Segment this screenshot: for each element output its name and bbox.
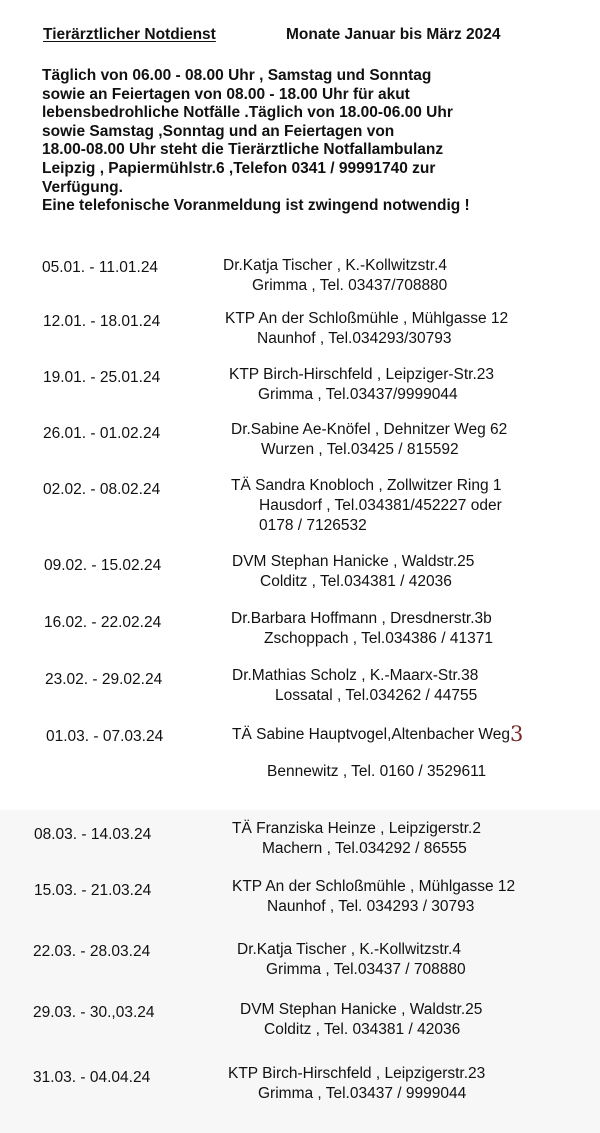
contact-name-address: KTP An der Schloßmühle , Mühlgasse 12: [232, 878, 516, 895]
entry-dates: 23.02. - 29.02.24: [45, 671, 163, 688]
contact-name-address: TÄ Sandra Knobloch , Zollwitzer Ring 1: [231, 477, 502, 494]
entry-dates: 19.01. - 25.01.24: [43, 369, 161, 386]
period-heading: Monate Januar bis März 2024: [286, 26, 501, 43]
contact-name-address: KTP Birch-Hirschfeld , Leipzigerstr.23: [228, 1065, 486, 1082]
entry-dates: 15.03. - 21.03.24: [34, 882, 152, 899]
entry-dates: 31.03. - 04.04.24: [33, 1069, 151, 1086]
contact-name-address: TÄ Franziska Heinze , Leipzigerstr.2: [232, 820, 481, 837]
entry-contact: [237, 940, 466, 980]
entry-dates: 01.03. - 07.03.24: [46, 728, 164, 745]
entry-contact: [232, 552, 474, 592]
contact-town-phone: Hausdorf , Tel.034381/452227 oder: [259, 497, 502, 514]
contact-town-phone: Machern , Tel.034292 / 86555: [262, 840, 467, 857]
intro-line: lebensbedrohliche Notfälle .Täglich von 18.00-06.00 Uhr: [42, 104, 453, 122]
entry-contact: [232, 722, 523, 745]
entry-contact: [231, 420, 507, 460]
contact-name-address: KTP Birch-Hirschfeld , Leipziger-Str.23: [229, 366, 495, 383]
intro-line: 18.00-08.00 Uhr steht die Tierärztliche Notfallambulanz: [42, 141, 444, 159]
contact-town-phone: Wurzen , Tel.03425 / 815592: [261, 441, 459, 458]
entry-dates: 08.03. - 14.03.24: [34, 826, 152, 843]
contact-name-address: Dr.Mathias Scholz , K.-Maarx-Str.38: [232, 667, 479, 684]
contact-town-phone: Naunhof , Tel.034293/30793: [257, 330, 452, 347]
entry-dates: 26.01. - 01.02.24: [43, 425, 161, 442]
intro-line: sowie Samstag ,Sonntag und an Feiertagen von: [42, 122, 395, 140]
page-title: Tierärztlicher Notdienst: [43, 26, 216, 43]
entry-dates: 22.03. - 28.03.24: [33, 943, 151, 960]
contact-name-address: KTP An der Schloßmühle , Mühlgasse 12: [225, 310, 509, 327]
intro-line: Eine telefonische Voranmeldung ist zwingend notwendig !: [42, 197, 470, 215]
contact-town-phone: Colditz , Tel. 034381 / 42036: [264, 1021, 461, 1038]
contact-name-address: DVM Stephan Hanicke , Waldstr.25: [232, 553, 475, 570]
entry-contact-line2: [267, 762, 486, 782]
entry-contact: [231, 609, 493, 649]
entry-contact: [232, 819, 481, 859]
contact-name-address: DVM Stephan Hanicke , Waldstr.25: [240, 1001, 483, 1018]
contact-name-address: Dr.Sabine Ae-Knöfel , Dehnitzer Weg 62: [231, 421, 508, 438]
intro-paragraph: [42, 67, 582, 216]
entry-dates: 12.01. - 18.01.24: [43, 313, 161, 330]
entry-contact: [228, 1064, 485, 1104]
contact-mobile: 0178 / 7126532: [259, 517, 367, 534]
contact-town-phone: Bennewitz , Tel. 0160 / 3529611: [267, 763, 487, 780]
entry-dates: 05.01. - 11.01.24: [42, 259, 159, 276]
contact-town-phone: Naunhof , Tel. 034293 / 30793: [267, 898, 475, 915]
intro-line: Leipzig , Papiermühlstr.6 ,Telefon 0341 / 99991740 zur: [42, 159, 436, 177]
contact-town-phone: Colditz , Tel.034381 / 42036: [260, 573, 452, 590]
entry-contact: [231, 476, 502, 536]
contact-town-phone: Zschoppach , Tel.034386 / 41371: [264, 630, 493, 647]
contact-town-phone: Grimma , Tel.03437/9999044: [258, 386, 458, 403]
entry-contact: [240, 1000, 482, 1040]
contact-town-phone: Lossatal , Tel.034262 / 44755: [275, 687, 478, 704]
entry-contact: [229, 365, 494, 405]
contact-town-phone: Grimma , Tel.03437 / 9999044: [258, 1085, 467, 1102]
contact-name-address: TÄ Sabine Hauptvogel,Altenbacher Weg: [232, 726, 511, 743]
entry-dates: 02.02. - 08.02.24: [43, 481, 161, 498]
handwritten-house-number: 3: [510, 722, 524, 746]
entry-dates: 16.02. - 22.02.24: [44, 614, 162, 631]
entry-contact: [232, 877, 515, 917]
entry-contact: [225, 309, 508, 349]
intro-line: sowie an Feiertagen von 08.00 - 18.00 Uhr für akut: [42, 85, 410, 103]
contact-town-phone: Grimma , Tel.03437 / 708880: [266, 961, 466, 978]
entry-contact: [232, 666, 478, 706]
contact-name-address: Dr.Katja Tischer , K.-Kollwitzstr.4: [237, 941, 461, 958]
entry-dates: 09.02. - 15.02.24: [44, 557, 162, 574]
entry-contact: [223, 256, 447, 296]
contact-town-phone: Grimma , Tel. 03437/708880: [252, 277, 448, 294]
contact-name-address: Dr.Barbara Hoffmann , Dresdnerstr.3b: [231, 610, 492, 627]
intro-line: Täglich von 06.00 - 08.00 Uhr , Samstag und Sonntag: [42, 67, 432, 84]
contact-name-address: Dr.Katja Tischer , K.-Kollwitzstr.4: [223, 257, 447, 274]
intro-line: Verfügung.: [42, 178, 123, 196]
entry-dates: 29.03. - 30.,03.24: [33, 1004, 155, 1021]
